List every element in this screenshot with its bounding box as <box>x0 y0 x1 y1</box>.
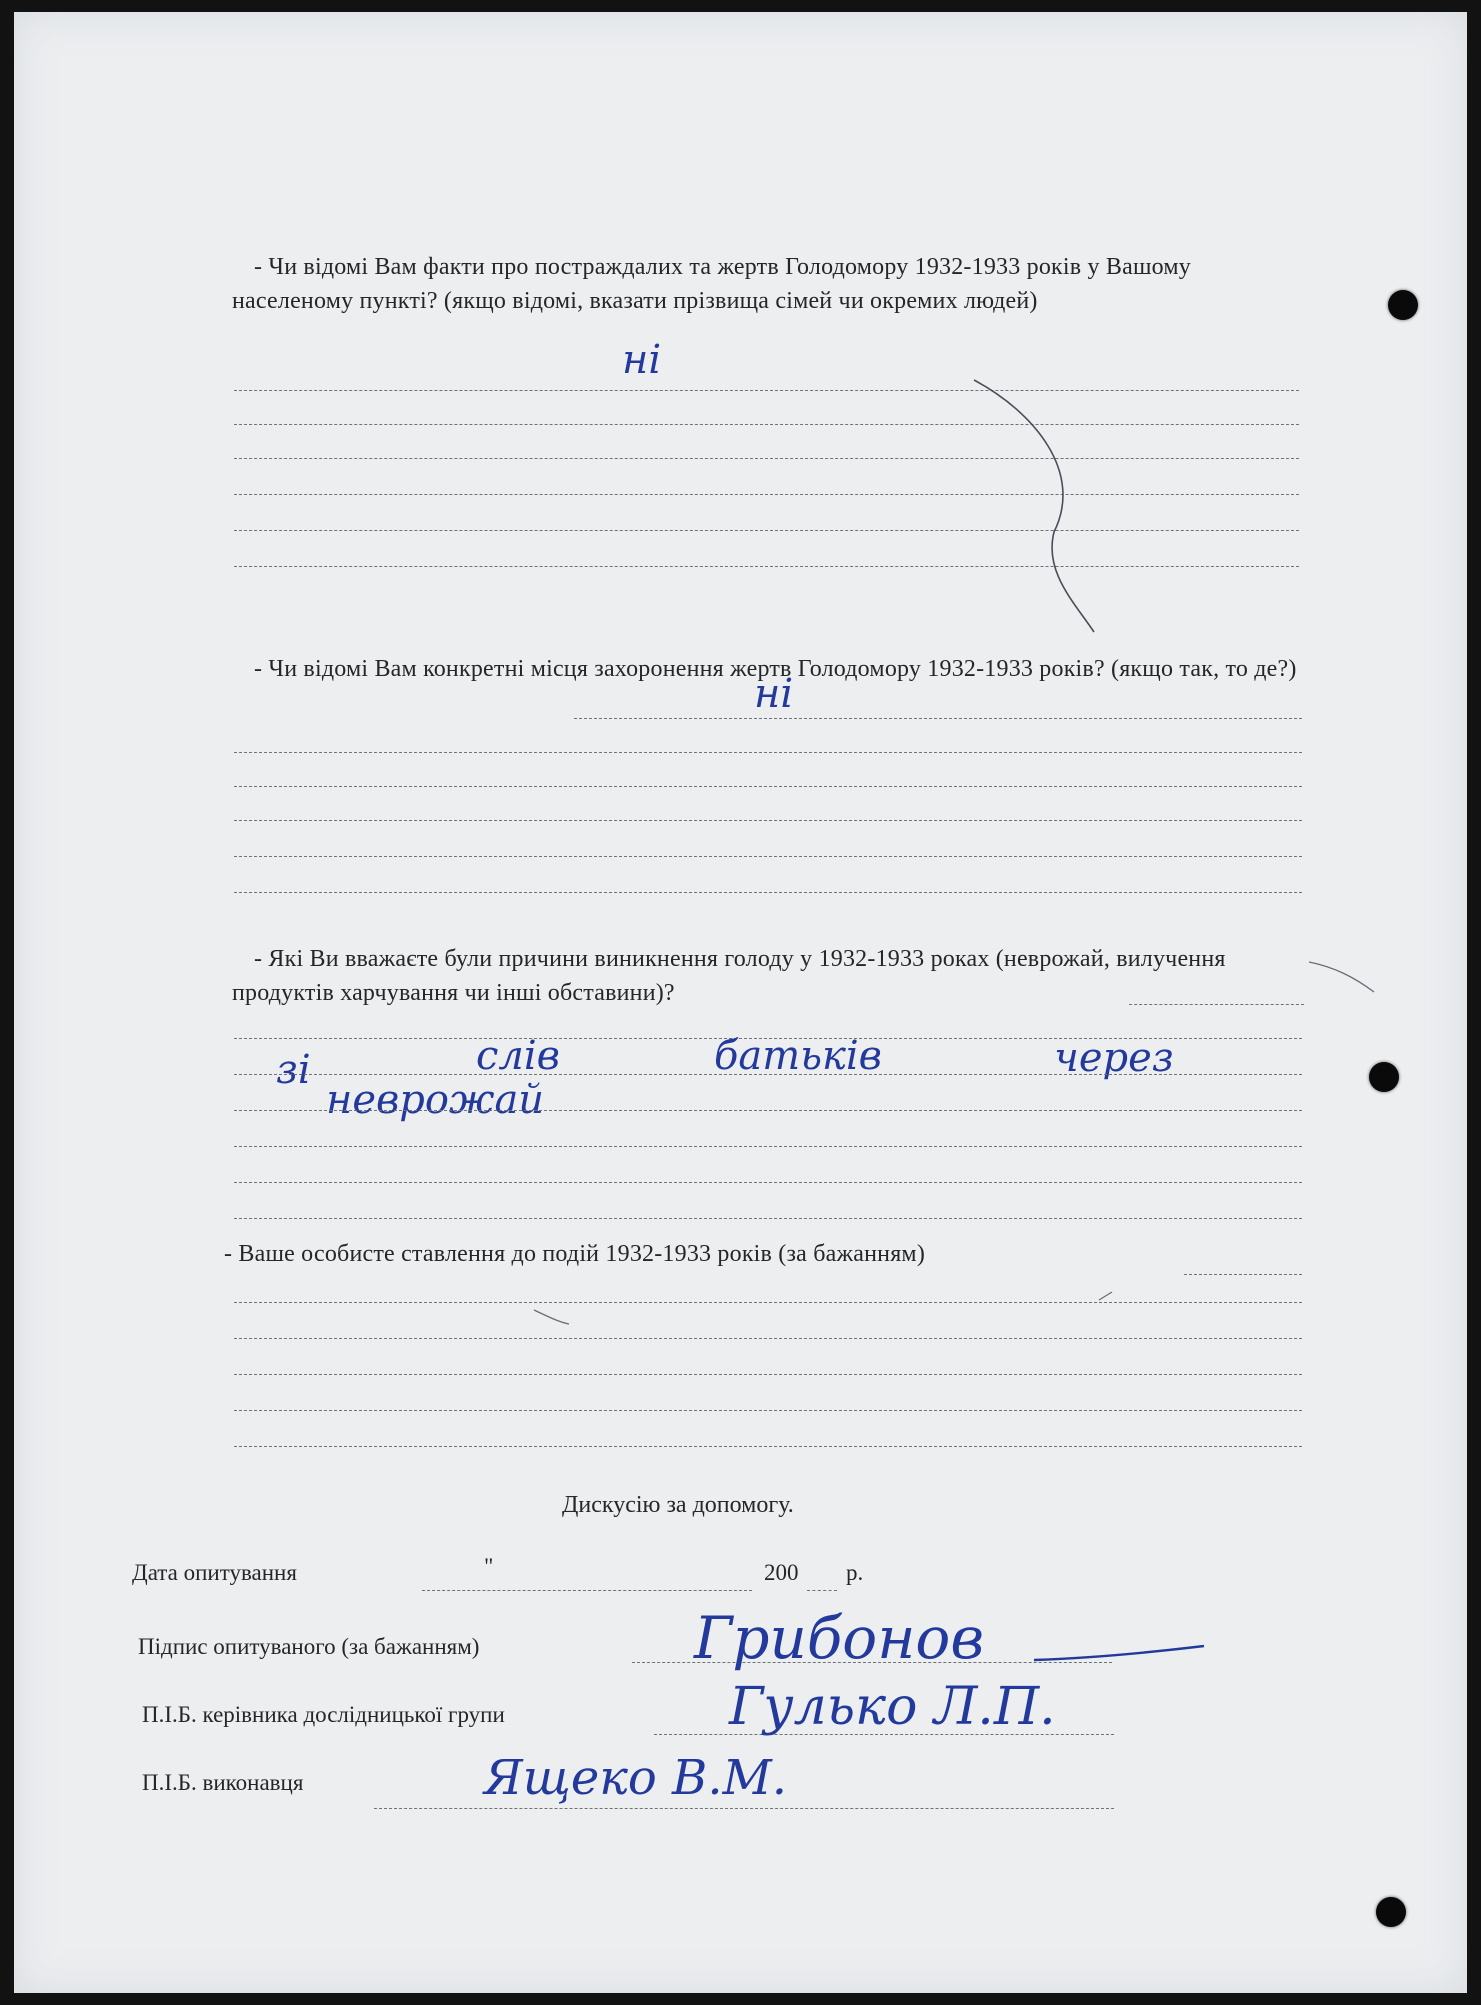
answer-burial-places: ні <box>754 671 794 717</box>
executor-label: П.І.Б. виконавця <box>142 1770 304 1795</box>
document-page <box>14 12 1467 1993</box>
date-label: Дата опитування <box>132 1560 297 1585</box>
executor-name: Ящеко В.М. <box>484 1750 787 1806</box>
question-attitude: - Ваше особисте ставлення до подій 1932-1933 років (за бажанням) <box>224 1241 926 1267</box>
executor-line <box>374 1808 1114 1809</box>
answer-facts-victims: ні <box>622 337 662 383</box>
answer-causes-word-3: батьків <box>714 1033 882 1079</box>
question-causes: - Які Ви вважаєте були причини виникнення голоду у 1932-1933 роках (неврожай, вилучення продуктів харчування чи інші обставини)? <box>232 946 1226 1006</box>
group-head-label: П.І.Б. керівника дослідницької групи <box>142 1702 505 1727</box>
question-facts-victims: - Чи відомі Вам факти про постраждалих та жертв Голодомору 1932-1933 років у Вашому населеному пункті? (якщо відомі, вказати прізвища сімей чи окремих людей) <box>232 254 1191 314</box>
respondent-signature-label: Підпис опитуваного (за бажанням) <box>138 1634 480 1659</box>
date-year-prefix: 200 <box>764 1560 799 1585</box>
answer-causes-word-2: слів <box>476 1033 560 1079</box>
respondent-signature: Грибонов <box>694 1604 985 1672</box>
question-burial-places: - Чи відомі Вам конкретні місця захоронення жертв Голодомору 1932-1933 років? (якщо так, то де?) <box>254 656 1297 682</box>
answer-causes-word-1: зі <box>276 1047 311 1093</box>
consent-caption: Дискусію за допомогу. <box>562 1492 794 1518</box>
answer-causes-word-5: неврожай <box>326 1077 545 1123</box>
date-year-unit: р. <box>846 1560 864 1585</box>
group-head-name: Гулько Л.П. <box>729 1677 1056 1737</box>
answer-causes-word-4: через <box>1054 1035 1174 1081</box>
date-quote: " <box>484 1554 494 1579</box>
